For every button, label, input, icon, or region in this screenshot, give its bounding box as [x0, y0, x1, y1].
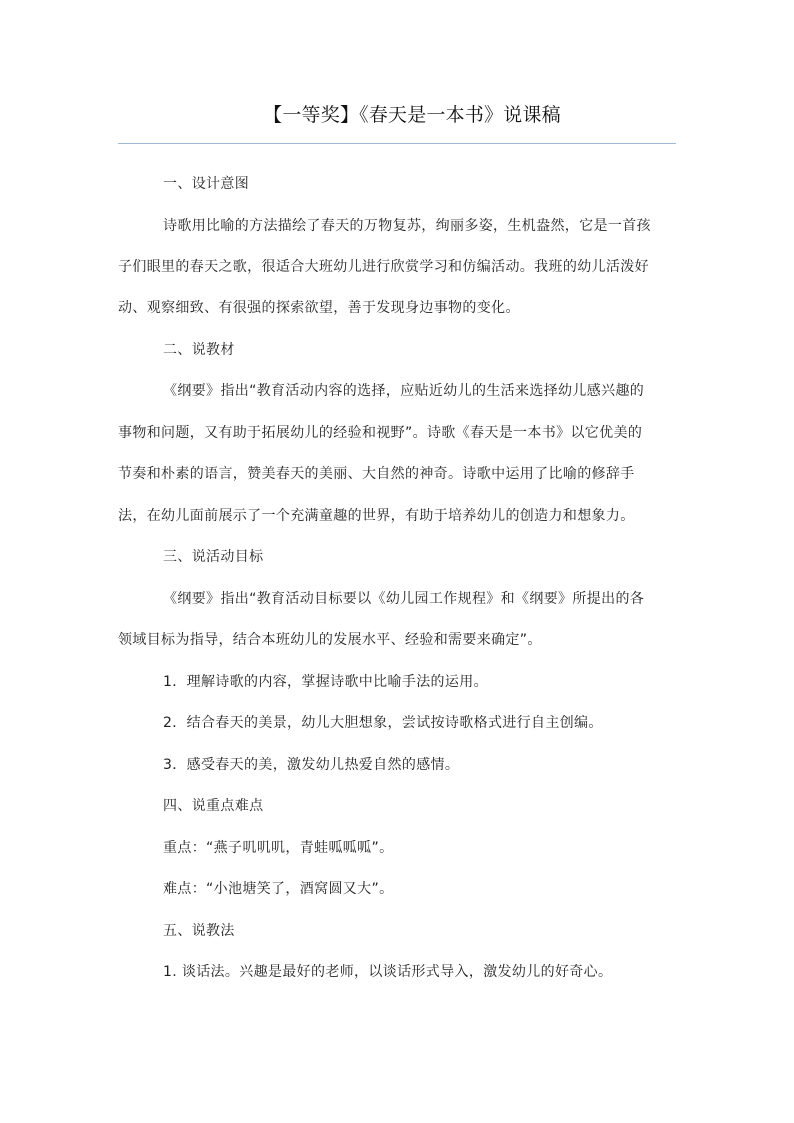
- goal-item: 2．结合春天的美景，幼儿大胆想象，尝试按诗歌格式进行自主创编。: [163, 715, 603, 731]
- document-title: 【一等奖】《春天是一本书》说课稿: [263, 104, 561, 126]
- goal-item: 3．感受春天的美，激发幼儿热爱自然的感情。: [163, 757, 460, 773]
- paragraph-line: 领域目标为指导，结合本班幼儿的发展水平、经验和需要来确定”。: [118, 632, 542, 648]
- section-heading-teaching-methods: 五、说教法: [163, 923, 235, 939]
- paragraph-line: 法，在幼儿面前展示了一个充满童趣的世界，有助于培养幼儿的创造力和想象力。: [118, 508, 635, 524]
- title-divider: [118, 143, 676, 144]
- paragraph-line: 节奏和朴素的语言，赞美春天的美丽、大自然的神奇。诗歌中运用了比喻的修辞手: [118, 466, 635, 482]
- section-heading-key-difficult-points: 四、说重点难点: [163, 798, 264, 814]
- method-item: 1. 谈话法。兴趣是最好的老师，以谈话形式导入，激发幼儿的好奇心。: [163, 964, 613, 980]
- section-heading-teaching-material: 二、说教材: [163, 342, 235, 358]
- paragraph-line: 动、观察细致、有很强的探索欲望，善于发现身边事物的变化。: [118, 300, 520, 316]
- key-point: 重点：“燕子叽叽叽，青蛙呱呱呱”。: [163, 840, 394, 856]
- paragraph-line: 《纲要》指出“教育活动目标要以《幼儿园工作规程》和《纲要》所提出的各: [163, 591, 645, 607]
- paragraph-line: 诗歌用比喻的方法描绘了春天的万物复苏，绚丽多姿，生机盎然，它是一首孩: [163, 218, 651, 234]
- difficult-point: 难点：“小池塘笑了，酒窝圆又大”。: [163, 881, 394, 897]
- goal-item: 1．理解诗歌的内容，掌握诗歌中比喻手法的运用。: [163, 674, 488, 690]
- paragraph-line: 事物和问题，又有助于拓展幼儿的经验和视野”。诗歌《春天是一本书》以它优美的: [118, 425, 643, 441]
- section-heading-design-intent: 一、设计意图: [163, 176, 250, 192]
- section-heading-activity-goals: 三、说活动目标: [163, 549, 264, 565]
- paragraph-line: 《纲要》指出“教育活动内容的选择，应贴近幼儿的生活来选择幼儿感兴趣的: [163, 383, 645, 399]
- paragraph-line: 子们眼里的春天之歌，很适合大班幼儿进行欣赏学习和仿编活动。我班的幼儿活泼好: [118, 259, 649, 275]
